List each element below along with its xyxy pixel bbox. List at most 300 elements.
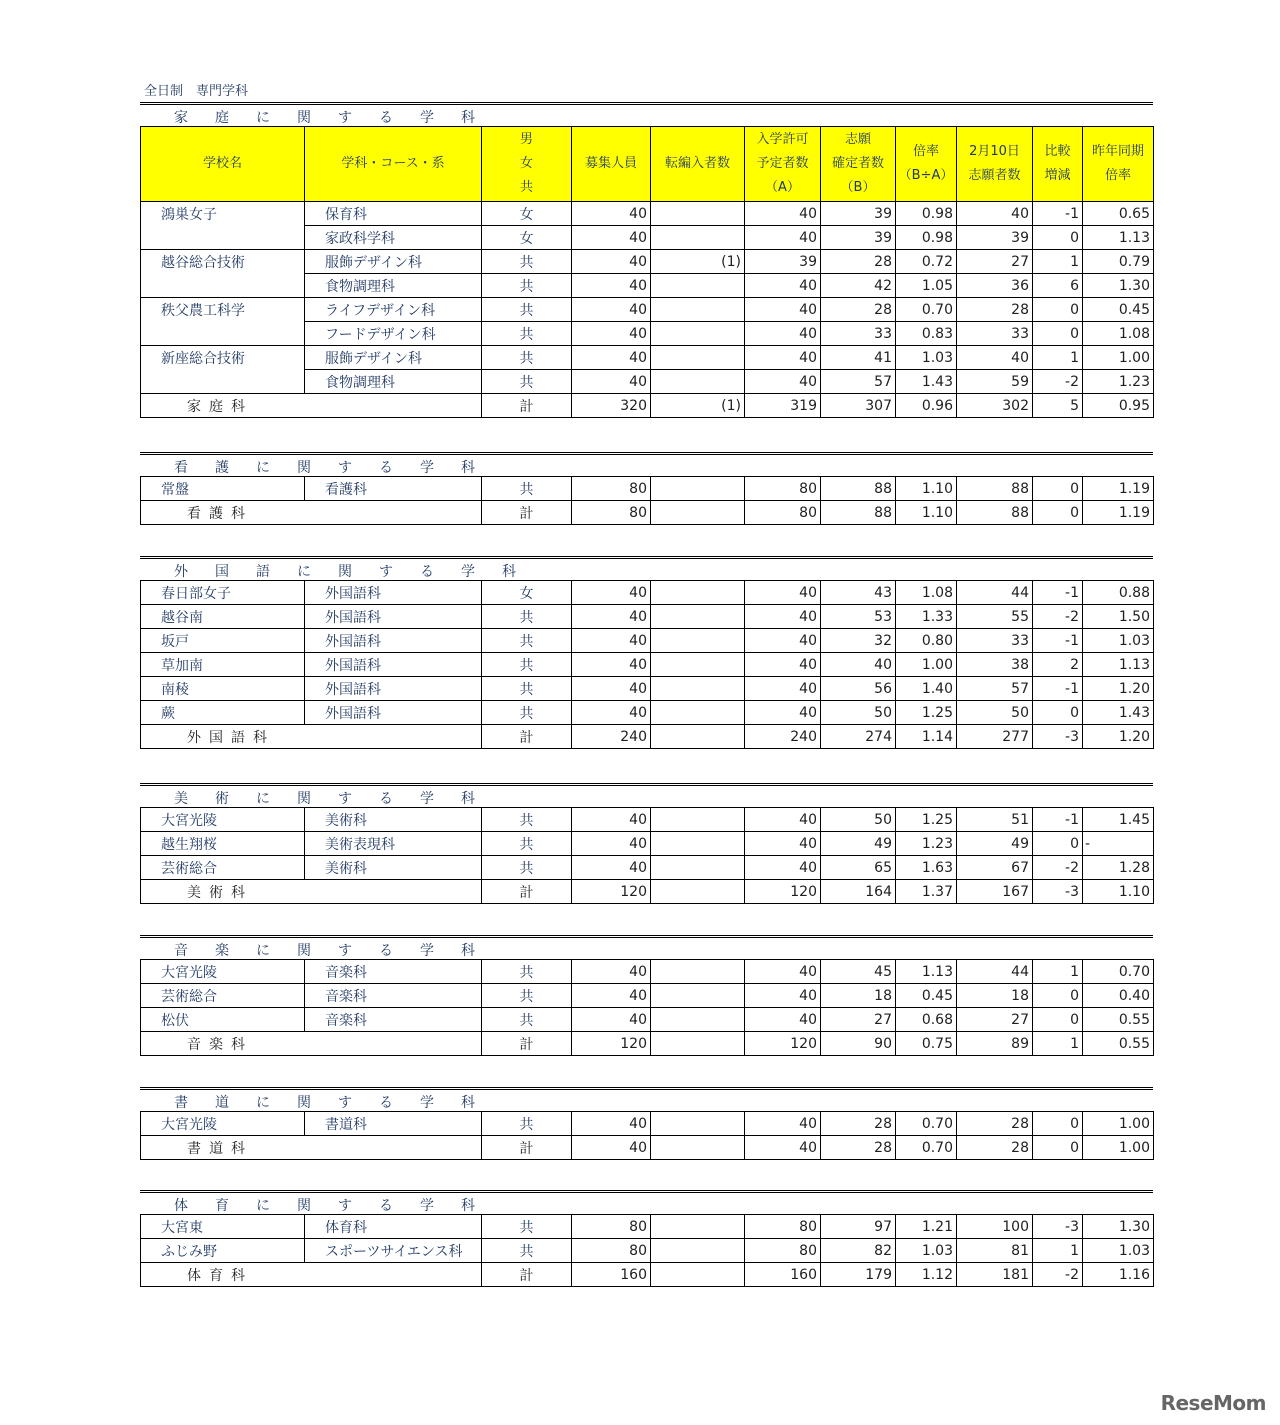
department: 音楽科 (305, 960, 482, 984)
gender: 共 (482, 629, 572, 653)
section-6 (140, 1190, 1153, 1287)
transfer (651, 370, 745, 394)
transfer (651, 226, 745, 250)
table-row (141, 346, 1154, 370)
table-row (141, 274, 1154, 298)
department: 外国語科 (305, 677, 482, 701)
table-row (141, 298, 1154, 322)
applicants: 28 (821, 1112, 896, 1136)
diff: 2 (1033, 653, 1083, 677)
gender: 共 (482, 701, 572, 725)
gender: 共 (482, 346, 572, 370)
section-title-char: 育 (215, 1198, 229, 1214)
department: 保育科 (305, 202, 482, 226)
department: 外国語科 (305, 653, 482, 677)
admit: 40 (745, 346, 821, 370)
school-name: 越生翔桜 (141, 832, 305, 856)
feb10-applicants: 100 (957, 1215, 1033, 1239)
school-name: 南稜 (141, 677, 305, 701)
applicants: 45 (821, 960, 896, 984)
feb10-applicants: 51 (957, 808, 1033, 832)
section-title-char: 関 (297, 110, 311, 126)
section-title-char: 科 (461, 1198, 475, 1214)
section-title-char: 学 (420, 1095, 434, 1111)
admit: 40 (745, 274, 821, 298)
total-applicants: 28 (821, 1136, 896, 1160)
admit: 40 (745, 984, 821, 1008)
diff: 1 (1033, 250, 1083, 274)
total-feb10: 28 (957, 1136, 1033, 1160)
applicants: 27 (821, 1008, 896, 1032)
department: 音楽科 (305, 1008, 482, 1032)
total-admit: 120 (745, 880, 821, 904)
school-name: 草加南 (141, 653, 305, 677)
admit: 80 (745, 1239, 821, 1263)
total-ratio: 1.12 (896, 1263, 957, 1287)
section-title-char: 科 (461, 460, 475, 476)
department: 書道科 (305, 1112, 482, 1136)
total-transfer (651, 1032, 745, 1056)
school-name: 大宮光陵 (141, 808, 305, 832)
department: 外国語科 (305, 581, 482, 605)
section-title-text (174, 561, 543, 581)
department: フードデザイン科 (305, 322, 482, 346)
section-title-char: 書 (174, 1095, 188, 1111)
lastyear-ratio: 1.20 (1083, 677, 1154, 701)
total-mark: 計 (482, 1136, 572, 1160)
total-admit: 240 (745, 725, 821, 749)
transfer: (1) (651, 250, 745, 274)
section-title (140, 556, 1153, 580)
total-capacity: 240 (572, 725, 651, 749)
total-diff: -3 (1033, 725, 1083, 749)
feb10-applicants: 36 (957, 274, 1033, 298)
admit: 40 (745, 298, 821, 322)
total-label: 書道科 (141, 1136, 482, 1160)
table-row (141, 322, 1154, 346)
section-title-char: る (379, 791, 393, 807)
department: スポーツサイエンス科 (305, 1239, 482, 1263)
total-capacity: 120 (572, 880, 651, 904)
applicants: 28 (821, 250, 896, 274)
section-title-text (174, 1092, 502, 1112)
diff: -1 (1033, 677, 1083, 701)
admit: 40 (745, 1112, 821, 1136)
total-capacity: 80 (572, 501, 651, 525)
total-capacity: 40 (572, 1136, 651, 1160)
col-ratio-header: 倍率 （B÷A） (896, 127, 957, 202)
section-title-text (174, 788, 502, 808)
col-applicants-header: 志願 確定者数 （B） (821, 127, 896, 202)
total-capacity: 160 (572, 1263, 651, 1287)
department: ライフデザイン科 (305, 298, 482, 322)
total-row (141, 394, 1154, 418)
school-name: 大宮東 (141, 1215, 305, 1239)
section-title-char: 国 (215, 564, 229, 580)
total-applicants: 274 (821, 725, 896, 749)
diff: -2 (1033, 605, 1083, 629)
school-name: 蕨 (141, 701, 305, 725)
section-title-char: す (338, 110, 352, 126)
diff: -1 (1033, 808, 1083, 832)
section-2 (140, 556, 1153, 749)
transfer (651, 477, 745, 501)
col-capacity-header: 募集人員 (572, 127, 651, 202)
lastyear-ratio: 0.70 (1083, 960, 1154, 984)
diff: 0 (1033, 1112, 1083, 1136)
total-admit: 40 (745, 1136, 821, 1160)
total-ratio: 1.37 (896, 880, 957, 904)
total-row (141, 1136, 1154, 1160)
diff: 0 (1033, 1008, 1083, 1032)
total-applicants: 90 (821, 1032, 896, 1056)
applicants: 88 (821, 477, 896, 501)
transfer (651, 701, 745, 725)
gender: 共 (482, 1215, 572, 1239)
transfer (651, 581, 745, 605)
section-title-char: 体 (174, 1198, 188, 1214)
lastyear-ratio: 1.13 (1083, 226, 1154, 250)
section-title-text (174, 457, 502, 477)
department: 看護科 (305, 477, 482, 501)
applicants: 53 (821, 605, 896, 629)
transfer (651, 298, 745, 322)
section-title-char: 護 (215, 460, 229, 476)
lastyear-ratio: 0.79 (1083, 250, 1154, 274)
lastyear-ratio: 0.55 (1083, 1008, 1154, 1032)
gender: 共 (482, 250, 572, 274)
section-title-char: 関 (338, 564, 352, 580)
feb10-applicants: 44 (957, 960, 1033, 984)
ratio: 0.45 (896, 984, 957, 1008)
capacity: 40 (572, 960, 651, 984)
total-ratio: 0.75 (896, 1032, 957, 1056)
feb10-applicants: 18 (957, 984, 1033, 1008)
feb10-applicants: 28 (957, 298, 1033, 322)
section-title-char: 看 (174, 460, 188, 476)
applicants: 49 (821, 832, 896, 856)
school-name: 芸術総合 (141, 856, 305, 880)
transfer (651, 1239, 745, 1263)
feb10-applicants: 81 (957, 1239, 1033, 1263)
admit: 40 (745, 629, 821, 653)
capacity: 40 (572, 1008, 651, 1032)
feb10-applicants: 49 (957, 832, 1033, 856)
ratio: 1.43 (896, 370, 957, 394)
capacity: 40 (572, 1112, 651, 1136)
section-title-char: 学 (420, 943, 434, 959)
total-transfer (651, 1136, 745, 1160)
col-feb10-header: 2月10日 志願者数 (957, 127, 1033, 202)
total-transfer (651, 1263, 745, 1287)
school-name (141, 274, 305, 298)
table-row (141, 226, 1154, 250)
capacity: 40 (572, 605, 651, 629)
total-admit: 160 (745, 1263, 821, 1287)
applicants: 65 (821, 856, 896, 880)
col-transfer-header: 転編入者数 (651, 127, 745, 202)
department: 美術表現科 (305, 832, 482, 856)
admit: 39 (745, 250, 821, 274)
data-table (140, 126, 1154, 418)
diff: 0 (1033, 477, 1083, 501)
school-name (141, 370, 305, 394)
gender: 共 (482, 477, 572, 501)
section-title-char: 関 (297, 1198, 311, 1214)
admit: 40 (745, 856, 821, 880)
total-lastyear: 0.95 (1083, 394, 1154, 418)
section-title-char: る (379, 460, 393, 476)
table-row (141, 701, 1154, 725)
data-table (140, 959, 1154, 1056)
section-1 (140, 452, 1153, 525)
ratio: 1.13 (896, 960, 957, 984)
total-mark: 計 (482, 501, 572, 525)
school-name: 松伏 (141, 1008, 305, 1032)
capacity: 40 (572, 322, 651, 346)
feb10-applicants: 27 (957, 250, 1033, 274)
table-row (141, 1112, 1154, 1136)
gender: 共 (482, 1008, 572, 1032)
department: 服飾デザイン科 (305, 250, 482, 274)
school-name: ふじみ野 (141, 1239, 305, 1263)
gender: 女 (482, 202, 572, 226)
admit: 40 (745, 960, 821, 984)
section-title-char: 学 (420, 791, 434, 807)
total-diff: -2 (1033, 1263, 1083, 1287)
section-title (140, 783, 1153, 807)
applicants: 50 (821, 701, 896, 725)
section-title-char: る (379, 1198, 393, 1214)
gender: 共 (482, 653, 572, 677)
section-4 (140, 935, 1153, 1056)
col-school-header: 学校名 (141, 127, 305, 202)
total-label: 体育科 (141, 1263, 482, 1287)
ratio: 0.83 (896, 322, 957, 346)
feb10-applicants: 28 (957, 1112, 1033, 1136)
section-title-char: に (256, 110, 270, 126)
ratio: 0.80 (896, 629, 957, 653)
table-row (141, 1215, 1154, 1239)
table-row (141, 984, 1154, 1008)
transfer (651, 202, 745, 226)
transfer (651, 653, 745, 677)
diff: -3 (1033, 1215, 1083, 1239)
total-label: 家庭科 (141, 394, 482, 418)
total-transfer (651, 501, 745, 525)
capacity: 40 (572, 856, 651, 880)
diff: 0 (1033, 298, 1083, 322)
total-lastyear: 0.55 (1083, 1032, 1154, 1056)
admit: 40 (745, 1008, 821, 1032)
transfer (651, 322, 745, 346)
data-table (140, 580, 1154, 749)
total-ratio: 0.70 (896, 1136, 957, 1160)
lastyear-ratio: 1.23 (1083, 370, 1154, 394)
total-mark: 計 (482, 880, 572, 904)
school-name (141, 226, 305, 250)
transfer (651, 1008, 745, 1032)
total-feb10: 302 (957, 394, 1033, 418)
section-title-char: 学 (420, 1198, 434, 1214)
total-feb10: 277 (957, 725, 1033, 749)
school-name (141, 322, 305, 346)
section-title-char: す (338, 1198, 352, 1214)
total-transfer (651, 725, 745, 749)
total-transfer (651, 880, 745, 904)
department: 外国語科 (305, 629, 482, 653)
section-title-char: す (338, 943, 352, 959)
school-name: 大宮光陵 (141, 1112, 305, 1136)
total-mark: 計 (482, 394, 572, 418)
transfer (651, 629, 745, 653)
admit: 40 (745, 808, 821, 832)
applicants: 97 (821, 1215, 896, 1239)
section-title-char: す (379, 564, 393, 580)
feb10-applicants: 40 (957, 202, 1033, 226)
total-capacity: 120 (572, 1032, 651, 1056)
gender: 共 (482, 298, 572, 322)
capacity: 40 (572, 832, 651, 856)
applicants: 41 (821, 346, 896, 370)
section-title-char: る (420, 564, 434, 580)
section-title-char: 科 (461, 1095, 475, 1111)
ratio: 1.03 (896, 1239, 957, 1263)
total-diff: -3 (1033, 880, 1083, 904)
school-name: 芸術総合 (141, 984, 305, 1008)
ratio: 0.70 (896, 1112, 957, 1136)
total-diff: 0 (1033, 1136, 1083, 1160)
diff: 0 (1033, 984, 1083, 1008)
table-row (141, 250, 1154, 274)
total-diff: 1 (1033, 1032, 1083, 1056)
gender: 共 (482, 677, 572, 701)
department: 美術科 (305, 856, 482, 880)
ratio: 0.98 (896, 226, 957, 250)
transfer (651, 1112, 745, 1136)
capacity: 80 (572, 477, 651, 501)
transfer (651, 677, 745, 701)
gender: 共 (482, 984, 572, 1008)
transfer (651, 808, 745, 832)
total-label: 外国語科 (141, 725, 482, 749)
capacity: 80 (572, 1215, 651, 1239)
diff: 0 (1033, 832, 1083, 856)
total-applicants: 179 (821, 1263, 896, 1287)
ratio: 0.68 (896, 1008, 957, 1032)
table-row (141, 1239, 1154, 1263)
lastyear-ratio: 0.65 (1083, 202, 1154, 226)
section-title-char: 関 (297, 1095, 311, 1111)
department: 食物調理科 (305, 274, 482, 298)
total-feb10: 88 (957, 501, 1033, 525)
applicants: 39 (821, 202, 896, 226)
gender: 共 (482, 808, 572, 832)
admit: 40 (745, 322, 821, 346)
total-lastyear: 1.19 (1083, 501, 1154, 525)
ratio: 1.25 (896, 808, 957, 832)
diff: 1 (1033, 960, 1083, 984)
department: 外国語科 (305, 605, 482, 629)
col-lastyear-header: 昨年同期 倍率 (1083, 127, 1154, 202)
total-admit: 319 (745, 394, 821, 418)
applicants: 42 (821, 274, 896, 298)
gender: 共 (482, 960, 572, 984)
section-title-char: 庭 (215, 110, 229, 126)
total-feb10: 181 (957, 1263, 1033, 1287)
section-0 (140, 102, 1153, 418)
section-title-char: に (256, 1095, 270, 1111)
section-title-char: 学 (420, 460, 434, 476)
capacity: 40 (572, 346, 651, 370)
lastyear-ratio: 1.03 (1083, 1239, 1154, 1263)
resemom-logo: ReseMom (1160, 1391, 1266, 1415)
feb10-applicants: 33 (957, 322, 1033, 346)
applicants: 32 (821, 629, 896, 653)
section-3 (140, 783, 1153, 904)
section-title-text (174, 940, 502, 960)
section-title (140, 452, 1153, 476)
lastyear-ratio: 1.30 (1083, 1215, 1154, 1239)
diff: 0 (1033, 701, 1083, 725)
section-title-char: す (338, 460, 352, 476)
total-admit: 120 (745, 1032, 821, 1056)
header-row (141, 127, 1154, 202)
diff: 1 (1033, 346, 1083, 370)
capacity: 40 (572, 202, 651, 226)
section-title-char: 関 (297, 460, 311, 476)
feb10-applicants: 33 (957, 629, 1033, 653)
total-label: 看護科 (141, 501, 482, 525)
applicants: 33 (821, 322, 896, 346)
gender: 共 (482, 832, 572, 856)
page-title: 全日制 専門学科 (144, 84, 249, 99)
ratio: 1.05 (896, 274, 957, 298)
transfer (651, 960, 745, 984)
gender: 共 (482, 322, 572, 346)
feb10-applicants: 27 (957, 1008, 1033, 1032)
lastyear-ratio: 1.45 (1083, 808, 1154, 832)
ratio: 1.03 (896, 346, 957, 370)
table-row (141, 605, 1154, 629)
total-mark: 計 (482, 1263, 572, 1287)
col-diff-header: 比較 増減 (1033, 127, 1083, 202)
col-admit-header: 入学許可 予定者数 （A） (745, 127, 821, 202)
admit: 40 (745, 226, 821, 250)
admit: 40 (745, 370, 821, 394)
section-title-char: 学 (420, 110, 434, 126)
total-row (141, 1263, 1154, 1287)
ratio: 0.70 (896, 298, 957, 322)
total-applicants: 164 (821, 880, 896, 904)
data-table (140, 1111, 1154, 1160)
transfer (651, 984, 745, 1008)
gender: 共 (482, 856, 572, 880)
table-row (141, 629, 1154, 653)
applicants: 56 (821, 677, 896, 701)
section-title-char: 科 (461, 110, 475, 126)
table-row (141, 653, 1154, 677)
ratio: 1.10 (896, 477, 957, 501)
lastyear-ratio: 1.28 (1083, 856, 1154, 880)
admit: 80 (745, 477, 821, 501)
gender: 共 (482, 605, 572, 629)
section-title-char: 家 (174, 110, 188, 126)
transfer (651, 605, 745, 629)
ratio: 1.23 (896, 832, 957, 856)
table-row (141, 477, 1154, 501)
lastyear-ratio: 0.45 (1083, 298, 1154, 322)
